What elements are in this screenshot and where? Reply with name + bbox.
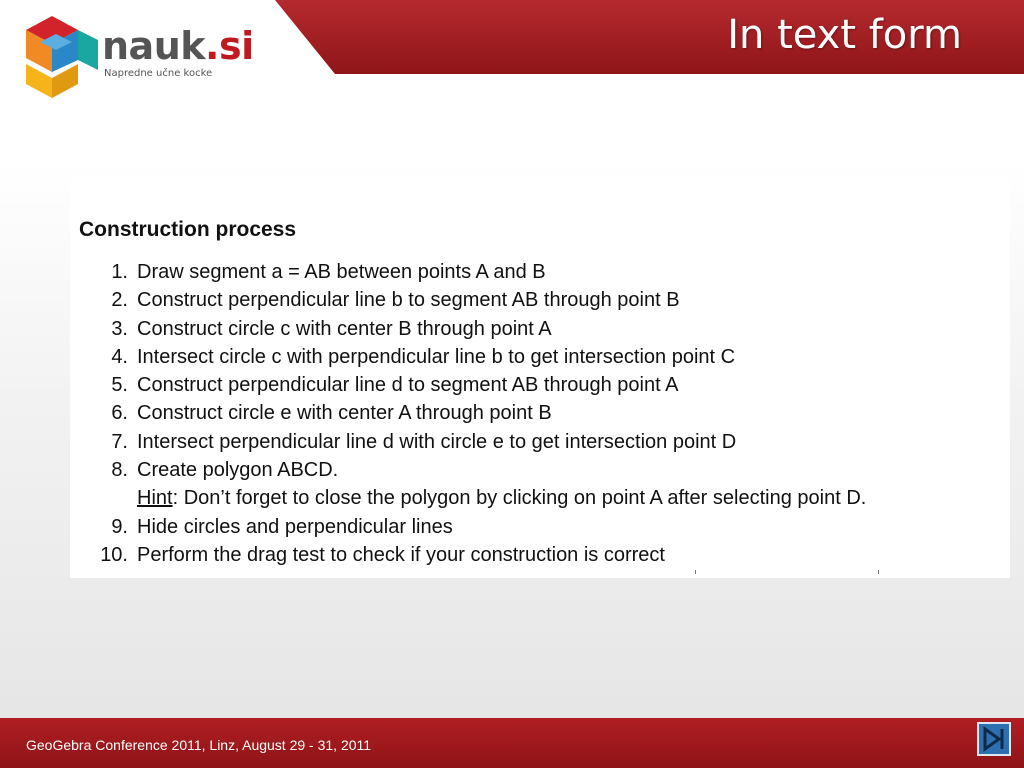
list-item: [70, 430, 1010, 458]
hint-label: Hint: [137, 487, 173, 510]
hint-body: : Don’t forget to close the polygon by clicking on point A after selecting point D.: [172, 487, 867, 510]
list-item: [70, 515, 1010, 543]
step-text: Construct circle e with center A through point B: [137, 402, 552, 425]
step-text: Intersect circle c with perpendicular line b to get intersection point C: [137, 345, 736, 368]
logo-cube-icon: [22, 14, 102, 100]
list-item: [70, 260, 1010, 288]
list-item: [70, 373, 1010, 401]
content-panel: [70, 178, 1010, 578]
footer-text: GeoGebra Conference 2011, Linz, August 29 - 31, 2011: [26, 737, 372, 753]
step-number: 3.: [111, 317, 128, 340]
logo: [22, 14, 262, 104]
steps-list: [70, 260, 1010, 571]
step-number: 9.: [111, 515, 128, 538]
step-text: Intersect perpendicular line d with circle e to get intersection point D: [137, 430, 737, 453]
step-number: 2.: [111, 289, 128, 312]
next-slide-button[interactable]: [977, 722, 1011, 756]
list-item: [70, 345, 1010, 373]
step-number: 4.: [111, 345, 128, 368]
step-text: Hide circles and perpendicular lines: [137, 515, 453, 538]
tick-mark: [695, 570, 696, 574]
step-number: 10.: [100, 543, 128, 566]
step-number: 6.: [111, 402, 128, 425]
list-item: [70, 401, 1010, 429]
list-item: [70, 288, 1010, 316]
hint-text: [137, 486, 866, 510]
step-number: 8.: [111, 459, 128, 482]
list-item: [70, 317, 1010, 345]
step-text: Construct perpendicular line d to segment AB through point A: [137, 374, 679, 397]
step-text: Draw segment a = AB between points A and B: [137, 261, 546, 283]
logo-tagline: Napredne učne kocke: [104, 68, 213, 79]
step-number: 1.: [111, 261, 128, 283]
header-bar: [0, 0, 1024, 100]
section-heading: Construction process: [79, 218, 297, 241]
step-text: Construct perpendicular line b to segment AB through point B: [137, 289, 680, 312]
step-number: 5.: [111, 374, 128, 397]
next-slide-icon: [977, 722, 1011, 756]
logo-wordmark: nauk.si: [102, 24, 254, 68]
list-item: [70, 543, 1010, 571]
step-text: Create polygon ABCD.: [137, 459, 339, 482]
step-number: 7.: [111, 430, 128, 453]
tick-mark: [878, 570, 879, 574]
list-item: [70, 458, 1010, 486]
slide-title: In text form: [727, 12, 962, 58]
hint-item: [70, 486, 1010, 514]
step-text: Construct circle c with center B through point A: [137, 317, 552, 340]
step-text: Perform the drag test to check if your construction is correct: [137, 543, 665, 566]
footer-bar: [0, 718, 1024, 768]
